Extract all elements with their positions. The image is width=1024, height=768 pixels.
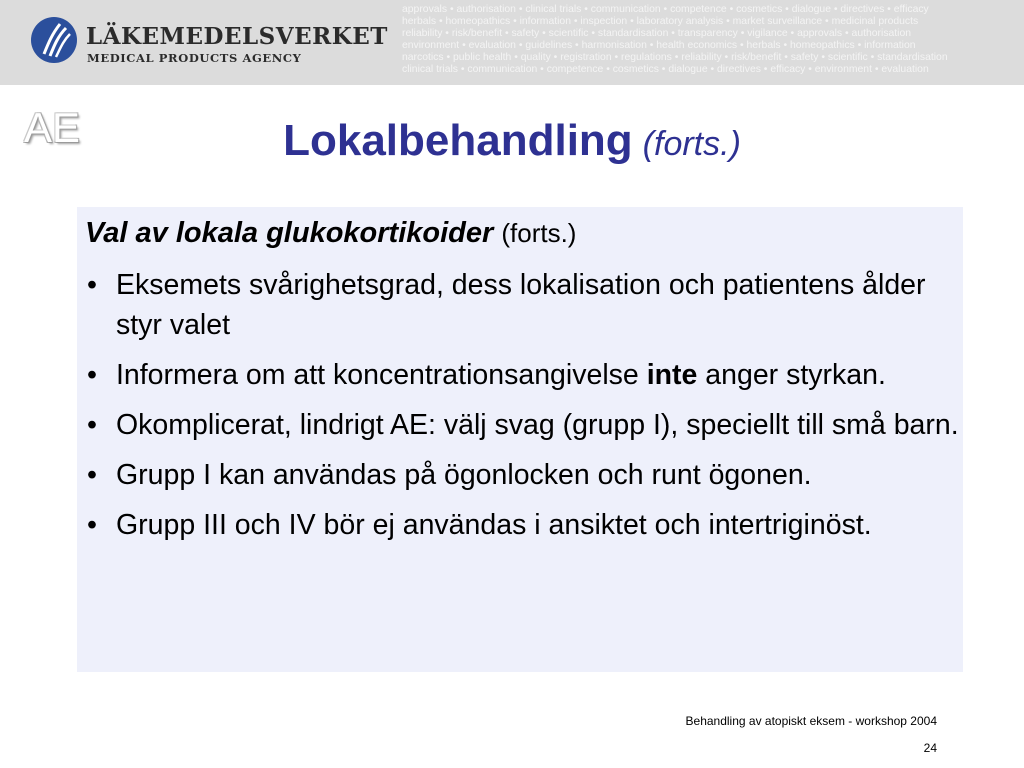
bullet-item [77, 355, 963, 395]
title-main: Lokalbehandling [283, 116, 633, 165]
bullet-item [77, 265, 963, 345]
content-box [77, 207, 963, 672]
bullet-marker: • [87, 269, 97, 301]
subheading-rest: (forts.) [501, 218, 577, 248]
watermark-line: clinical trials • communication • competence • cosmetics • dialogue • directives • efficacy • environment • evaluation [402, 64, 929, 75]
watermark-line: approvals • authorisation • clinical trials • communication • competence • cosmetics • dialogue • directives • efficacy [402, 4, 929, 15]
page-number: 24 [923, 741, 937, 755]
keyword-watermark [402, 4, 1024, 82]
agency-emblem-icon [30, 16, 78, 64]
bullet-text: Grupp I kan användas på ögonlocken och runt ögonen. [116, 459, 812, 491]
bullet-item [77, 455, 963, 495]
bullet-marker: • [87, 509, 97, 541]
bullet-text-after: anger styrkan. [697, 359, 886, 391]
bullet-marker: • [87, 409, 97, 441]
subheading-emphasis: Val av lokala glukokortikoider [85, 217, 494, 249]
agency-logo [30, 16, 388, 70]
title-sub: (forts.) [642, 125, 741, 163]
bullet-text-bold: inte [646, 359, 698, 391]
bullet-text: Eksemets svårighetsgrad, dess lokalisation och patientens ålder styr valet [116, 269, 926, 341]
header-band [0, 0, 1024, 85]
content-subheading [85, 217, 576, 250]
bullet-marker: • [87, 459, 97, 491]
bullet-text: Okomplicerat, lindrigt AE: välj svag (grupp I), speciellt till små barn. [116, 409, 959, 441]
bullet-text: Grupp III och IV bör ej användas i ansiktet och intertriginöst. [116, 509, 872, 541]
bullet-text-before: Informera om att koncentrationsangivelse [116, 359, 647, 391]
bullet-item [77, 505, 963, 545]
watermark-line: herbals • homeopathics • information • inspection • laboratory analysis • market surveillance • medicinal products [402, 16, 919, 27]
bullet-item [77, 405, 963, 445]
watermark-line: narcotics • public health • quality • registration • regulations • reliability • risk/benefit • safety • scientific • standardisation [402, 52, 948, 63]
bullet-marker: • [87, 359, 97, 391]
watermark-line: environment • evaluation • guidelines • harmonisation • health economics • herbals • homeopathics • information [402, 40, 916, 51]
footer-text: Behandling av atopiskt eksem - workshop 2004 [685, 714, 937, 728]
logo-name: LÄKEMEDELSVERKET [86, 23, 388, 50]
bullet-list [77, 265, 963, 555]
slide-title [0, 116, 1024, 166]
watermark-line: reliability • risk/benefit • safety • scientific • standardisation • transparency • vigilance • approvals • authorisation [402, 28, 912, 39]
logo-subtitle: MEDICAL PRODUCTS AGENCY [87, 51, 302, 65]
topic-tag: AE [24, 104, 81, 151]
